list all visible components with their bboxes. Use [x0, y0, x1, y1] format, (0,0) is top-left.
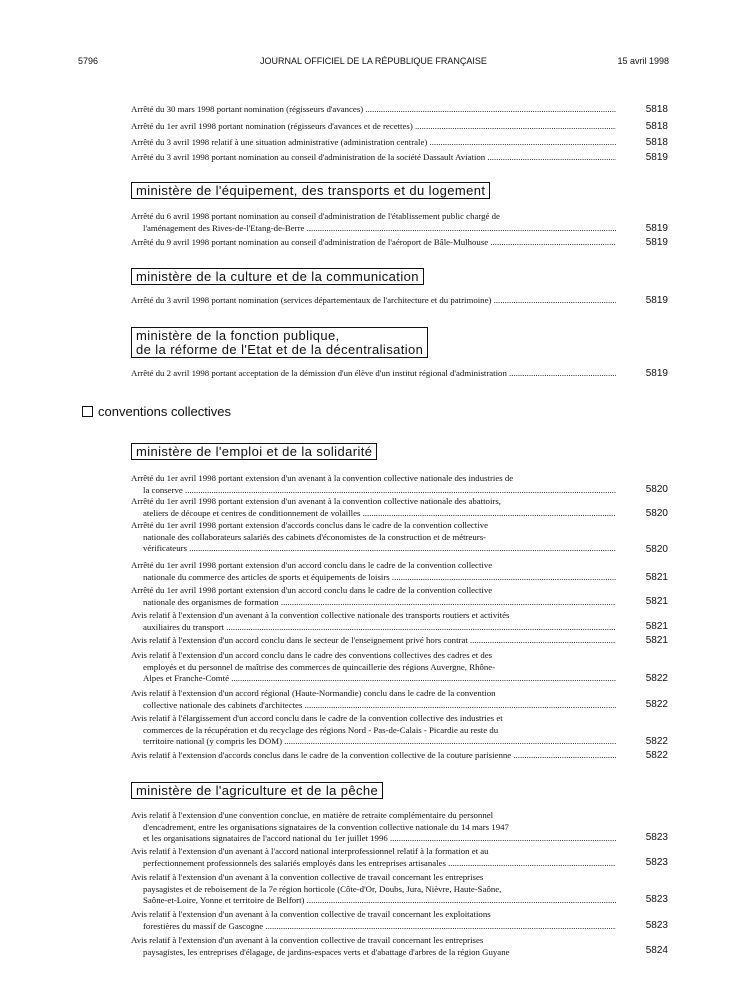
page-reference: 5819	[645, 237, 668, 248]
checkbox-square-icon	[82, 406, 93, 417]
list-item: Avis relatif à l'extension d'un avenant à la convention collective de travail concernant les exploitations forestières du massif de Gascogne .....	[131, 909, 616, 932]
page-reference: 5823	[645, 857, 668, 868]
page-reference: 5823	[645, 920, 668, 931]
list-item: Avis relatif à l'extension d'un avenant à l'accord national interprofessionnel relatif à la formation et au perfectionnement professionnels des salariés employés dans les entreprises artisanales .....	[131, 846, 616, 869]
page-reference: 5819	[645, 152, 668, 163]
ministry-heading: ministère de l'emploi et de la solidarité	[131, 443, 377, 460]
list-item: Arrêté du 3 avril 1998 portant nomination (services départementaux de l'architecture et du patrimoine) .....	[131, 295, 616, 307]
list-item: Arrêté du 1er avril 1998 portant nomination (régisseurs d'avances et de recettes) .....	[131, 121, 616, 133]
ministry-heading: ministère de l'équipement, des transports et du logement	[131, 182, 490, 199]
page-reference: 5821	[645, 596, 668, 607]
page-reference: 5823	[645, 894, 668, 905]
section-title: conventions collectives	[98, 404, 231, 419]
page-reference: 5819	[645, 223, 668, 234]
page-number: 5796	[78, 56, 99, 66]
list-item: Avis relatif à l'extension d'un accord conclu dans le secteur de l'enseignement privé hors contrat .....	[131, 635, 616, 647]
list-item: Arrêté du 9 avril 1998 portant nomination au conseil d'administration de l'aéroport de Bâle-Mulhouse .....	[131, 237, 616, 249]
page-reference: 5822	[645, 736, 668, 747]
list-item: Avis relatif à l'extension d'un avenant à la convention collective de travail concernant les entreprises paysagistes et de reboisement de la 7e région horticole (Côte-d'Or, Doubs, Jura, Nièvre, Haute-Saône, Saône-et-Loire, Yonne et territoire de Belfort) .....	[131, 872, 616, 907]
page-reference: 5820	[645, 508, 668, 519]
list-item: Arrêté du 6 avril 1998 portant nomination au conseil d'administration de l'établissement public chargé de l'aménagement des Rives-de-l'Etang-de-Berre .....	[131, 211, 616, 234]
page-reference: 5818	[645, 137, 668, 148]
page-reference: 5820	[645, 544, 668, 555]
list-item: Avis relatif à l'extension d'un avenant à la convention collective nationale des transports routiers et activités auxiliaires du transport .....	[131, 610, 616, 633]
ministry-heading: ministère de l'agriculture et de la pêche	[131, 782, 383, 799]
list-item: Avis relatif à l'extension d'une convention conclue, en matière de retraite complémentaire du personnel d'encadrement, entre les organisations signataires de la convention collective nationale du 14 mars 1947 et les organisations signataires de l'accord national du 1er juillet 1996 .....	[131, 810, 616, 845]
list-item: Arrêté du 3 avril 1998 relatif à une situation administrative (administration centrale) .....	[131, 137, 616, 149]
page-reference: 5819	[645, 295, 668, 306]
page-reference: 5818	[645, 121, 668, 132]
list-item: Arrêté du 30 mars 1998 portant nomination (régisseurs d'avances) .....	[131, 104, 616, 116]
page-reference: 5821	[645, 635, 668, 646]
page-reference: 5821	[645, 572, 668, 583]
list-item: Arrêté du 3 avril 1998 portant nomination au conseil d'administration de la société Dassault Aviation .....	[131, 152, 616, 164]
list-item: Arrêté du 1er avril 1998 portant extension d'un accord conclu dans le cadre de la convention collective nationale du commerce des articles de sports et équipements de loisirs .....	[131, 560, 616, 583]
page-reference: 5822	[645, 673, 668, 684]
list-item: Arrêté du 2 avril 1998 portant acceptation de la démission d'un élève d'un institut régional d'administration .....	[131, 368, 616, 380]
list-item: Avis relatif à l'élargissement d'un accord conclu dans le cadre de la convention collective des industries et commerces de la récupération et du recyclage des régions Nord - Pas-de-Calais - Picardie au reste du territoire national (y compris les DOM) .....	[131, 713, 616, 748]
journal-title: JOURNAL OFFICIEL DE LA RÉPUBLIQUE FRANÇAISE	[260, 56, 487, 66]
list-item: Arrêté du 1er avril 1998 portant extension d'un avenant à la convention collective nationale des industries de la conserve .....	[131, 473, 616, 496]
list-item: Avis relatif à l'extension d'un accord régional (Haute-Normandie) conclu dans le cadre de la convention collective nationale des cabinets d'architectes .....	[131, 688, 616, 711]
section-heading	[82, 404, 231, 419]
issue-date: 15 avril 1998	[617, 56, 669, 66]
page-reference: 5824	[645, 945, 668, 956]
list-item: Avis relatif à l'extension d'accords conclus dans le cadre de la convention collective de la couture parisienne .....	[131, 750, 616, 762]
page-reference: 5823	[645, 832, 668, 843]
page-reference: 5821	[645, 621, 668, 632]
page-reference: 5822	[645, 699, 668, 710]
ministry-heading-line: de la réforme de l'Etat et de la décentralisation	[136, 342, 424, 357]
ministry-heading-line: ministère de la fonction publique,	[136, 328, 340, 343]
list-item: Arrêté du 1er avril 1998 portant extension d'un accord conclu dans le cadre de la convention collective nationale des organismes de formation .....	[131, 585, 616, 608]
page-reference: 5818	[645, 104, 668, 115]
list-item: Avis relatif à l'extension d'un accord conclu dans le cadre des conventions collectives des cadres et des employés et du personnel de maîtrise des commerces de quincaillerie des régions Auvergne, Rhône- Alpes et Franche-Comté .....	[131, 650, 616, 685]
page-header	[78, 56, 669, 70]
list-item: Arrêté du 1er avril 1998 portant extension d'un avenant à la convention collective nationale des abattoirs, ateliers de découpe et centres de conditionnement de volailles .....	[131, 496, 616, 519]
ministry-heading	[131, 327, 428, 358]
list-item: Arrêté du 1er avril 1998 portant extension d'accords conclus dans le cadre de la convention collective nationale des collaborateurs salariés des cabinets d'économistes de la construction et de métreurs- vérificateurs .....	[131, 520, 616, 555]
list-item: Avis relatif à l'extension d'un avenant à la convention collective de travail concernant les entreprises paysagistes, les entreprises d'élagage, de jardins-espaces verts et d'abattage d'arbres de la région Guyane	[131, 935, 510, 957]
page-reference: 5822	[645, 750, 668, 761]
ministry-heading: ministère de la culture et de la communication	[131, 268, 424, 285]
page-reference: 5819	[645, 368, 668, 379]
page-reference: 5820	[645, 484, 668, 495]
